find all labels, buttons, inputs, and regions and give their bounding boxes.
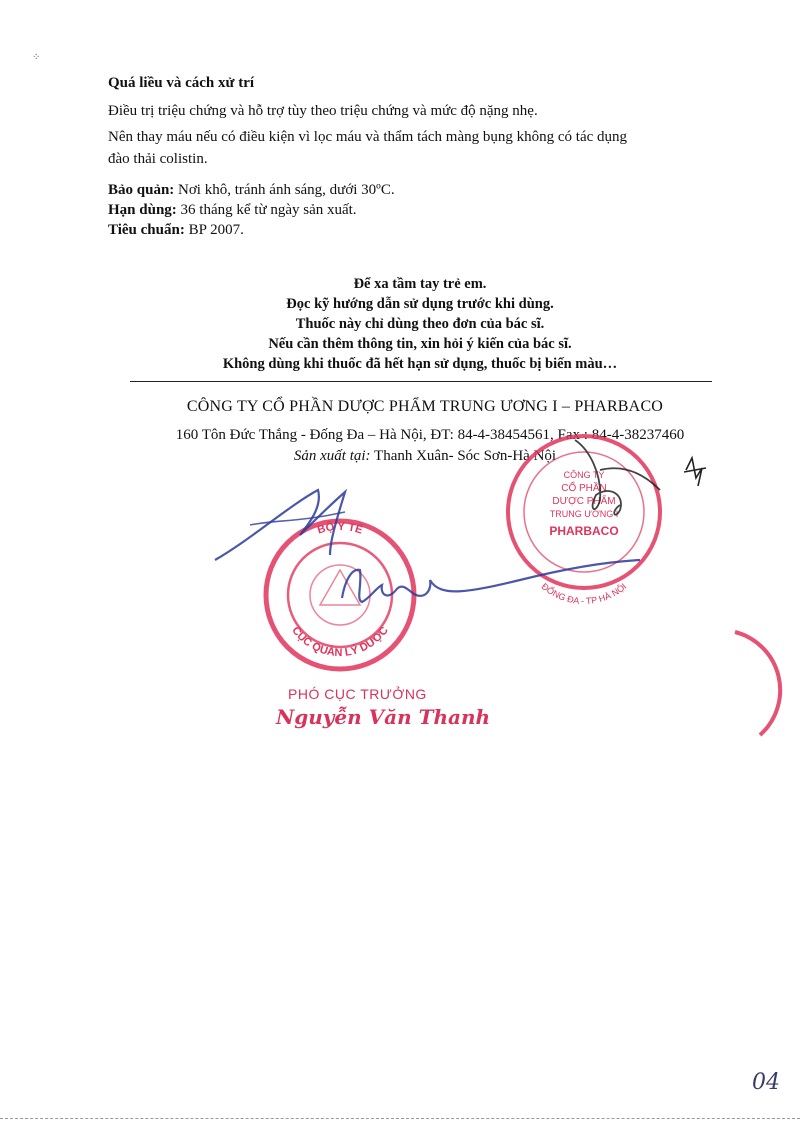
ministry-stamp-top-text: BỘ Y TẾ <box>316 520 365 537</box>
storage-value: Nơi khô, tránh ánh sáng, dưới 30ºC. <box>174 182 395 198</box>
expiry-value: 36 tháng kể từ ngày sản xuất. <box>176 202 357 218</box>
signoff-name: Nguyễn Văn Thanh <box>276 705 491 729</box>
company-address: 160 Tôn Đức Thắng - Đống Đa – Hà Nội, ĐT: 84-4-38454561, Fax : 84-4-38237460 <box>175 427 685 443</box>
ministry-stamp-bottom-text: CỤC QUẢN LÝ DƯỢC <box>289 624 391 660</box>
page-number-mark: 04 <box>752 1070 780 1095</box>
scan-speck: ⁘ <box>32 52 41 63</box>
overdose-heading: Quá liều và cách xử trí <box>108 75 255 91</box>
storage-line <box>108 180 395 200</box>
company-stamp-line-3: DƯỢC PHẨM <box>552 496 616 507</box>
warning-line: Thuốc này chỉ dùng theo đơn của bác sĩ. <box>295 316 545 332</box>
production-label: Sản xuất tại: <box>293 448 371 464</box>
signoff-title: PHÓ CỤC TRƯỞNG <box>288 686 427 702</box>
signature-blue <box>215 490 640 602</box>
company-name: CÔNG TY CỔ PHẦN DƯỢC PHẨM TRUNG ƯƠNG I – PHARBACO <box>186 398 664 415</box>
production-value: Thanh Xuân- Sóc Sơn-Hà Nội <box>370 448 557 464</box>
divider-line <box>130 381 712 382</box>
company-stamp-line-2: CỔ PHẦN <box>561 483 607 494</box>
warning-line: Nếu cần thêm thông tin, xin hỏi ý kiến của bác sĩ. <box>268 336 572 352</box>
overdose-paragraph-1: Điều trị triệu chứng và hỗ trợ tùy theo triệu chứng và mức độ nặng nhẹ. <box>108 103 538 119</box>
standard-label: Tiêu chuẩn: <box>108 222 185 238</box>
signature-blue-stroke <box>250 512 345 525</box>
company-stamp-line-5: PHARBACO <box>549 524 619 538</box>
expiry-label: Hạn dùng: <box>108 202 177 218</box>
standard-value: BP 2007. <box>184 222 244 238</box>
warning-line: Không dùng khi thuốc đã hết hạn sử dụng, thuốc bị biến màu… <box>222 356 618 372</box>
storage-label: Bảo quản: <box>108 182 175 198</box>
expiry-line <box>108 200 357 220</box>
warning-line: Để xa tầm tay trẻ em. <box>353 276 487 292</box>
scan-edge-line <box>0 1118 800 1119</box>
partial-stamp-edge <box>735 632 780 735</box>
warnings-block <box>120 274 720 374</box>
ministry-stamp <box>266 520 414 669</box>
company-stamp-line-1: CÔNG TY <box>563 470 605 480</box>
company-stamp-line-4: TRUNG ƯƠNG I <box>549 509 619 519</box>
company-stamp-ring-text: ĐỐNG ĐA - TP HÀ NỘI <box>539 581 629 607</box>
production-line <box>100 448 750 465</box>
overdose-paragraph-2-line-2: đào thải colistin. <box>108 151 208 167</box>
warning-line: Đọc kỹ hướng dẫn sử dụng trước khi dùng. <box>286 296 554 312</box>
overdose-paragraph-2-line-1: Nên thay máu nếu có điều kiện vì lọc máu và thẩm tách màng bụng không có tác dụng <box>108 129 628 145</box>
standard-line <box>108 220 244 240</box>
